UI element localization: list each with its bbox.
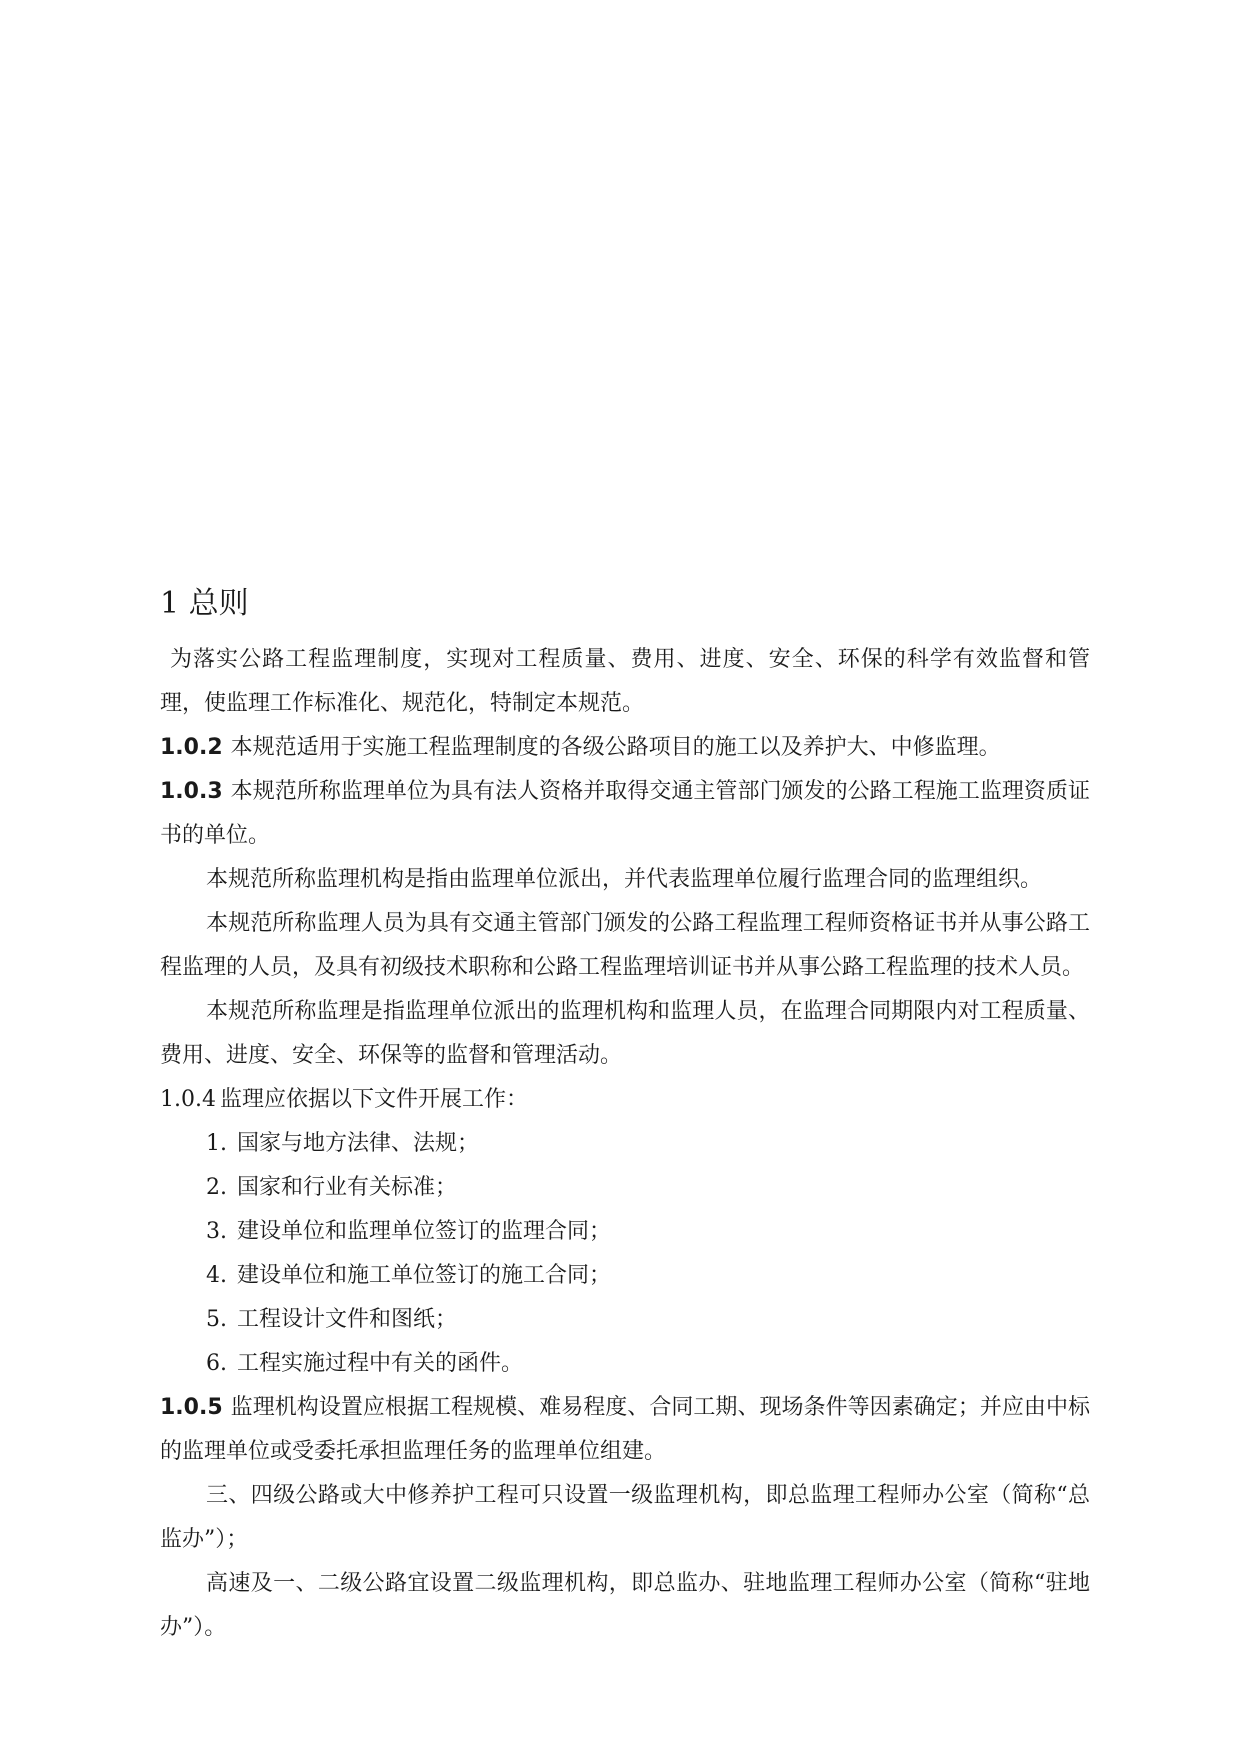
section-1-0-4 (160, 1078, 1090, 1122)
section-number: 1.0.4 (160, 1087, 216, 1112)
list-item-text: 国家与地方法律、法规； (237, 1131, 480, 1156)
section-text: 本规范所称监理单位为具有法人资格并取得交通主管部门颁发的公路工程施工监理资质证书的单位。 (160, 779, 1090, 848)
section-text: 本规范适用于实施工程监理制度的各级公路项目的施工以及养护大、中修监理。 (230, 735, 1001, 760)
supervision-staff-paragraph: 本规范所称监理人员为具有交通主管部门颁发的公路工程监理工程师资格证书并从事公路工程监理的人员，及具有初级技术职称和公路工程监理培训证书并从事公路工程监理的技术人员。 (160, 911, 1090, 980)
section-number: 1.0.2 (160, 735, 223, 760)
list-item-number: 1. (206, 1131, 227, 1156)
list-item-text: 工程实施过程中有关的函件。 (237, 1351, 524, 1376)
section-number: 1.0.5 (160, 1395, 223, 1420)
intro-paragraph: 为落实公路工程监理制度，实现对工程质量、费用、进度、安全、环保的科学有效监督和管理，使监理工作标准化、规范化，特制定本规范。 (160, 647, 1090, 716)
list-item (160, 1342, 1090, 1386)
list-item-text: 工程设计文件和图纸； (237, 1307, 458, 1332)
section-1-0-2 (160, 726, 1090, 770)
list-item-number: 6. (206, 1351, 227, 1376)
single-level-organization-paragraph: 三、四级公路或大中修养护工程可只设置一级监理机构，即总监理工程师办公室（简称“总监办”）； (160, 1483, 1090, 1552)
list-item-text: 建设单位和监理单位签订的监理合同； (237, 1219, 612, 1244)
section-number: 1.0.3 (160, 779, 223, 804)
section-text: 监理应依据以下文件开展工作： (219, 1087, 528, 1112)
section-1-0-3 (160, 770, 1090, 858)
list-item-number: 3. (206, 1219, 227, 1244)
list-item-number: 4. (206, 1263, 227, 1288)
basis-list (160, 1122, 1090, 1386)
supervision-organization-paragraph: 本规范所称监理机构是指由监理单位派出，并代表监理单位履行监理合同的监理组织。 (206, 867, 1043, 892)
supervision-definition-paragraph: 本规范所称监理是指监理单位派出的监理机构和监理人员，在监理合同期限内对工程质量、费用、进度、安全、环保等的监督和管理活动。 (160, 999, 1090, 1068)
list-item-text: 国家和行业有关标准； (237, 1175, 458, 1200)
list-item-number: 5. (206, 1307, 227, 1332)
section-1-0-5 (160, 1386, 1090, 1474)
list-item-number: 2. (206, 1175, 227, 1200)
document-body (160, 582, 1090, 1650)
list-item (160, 1166, 1090, 1210)
chapter-heading: 1 总则 (160, 586, 249, 621)
list-item (160, 1298, 1090, 1342)
list-item-text: 建设单位和施工单位签订的施工合同； (237, 1263, 612, 1288)
section-text: 监理机构设置应根据工程规模、难易程度、合同工期、现场条件等因素确定；并应由中标的监理单位或受委托承担监理任务的监理单位组建。 (160, 1395, 1090, 1464)
list-item (160, 1254, 1090, 1298)
list-item (160, 1122, 1090, 1166)
two-level-organization-paragraph: 高速及一、二级公路宜设置二级监理机构，即总监办、驻地监理工程师办公室（简称“驻地办”）。 (160, 1571, 1091, 1640)
list-item (160, 1210, 1090, 1254)
